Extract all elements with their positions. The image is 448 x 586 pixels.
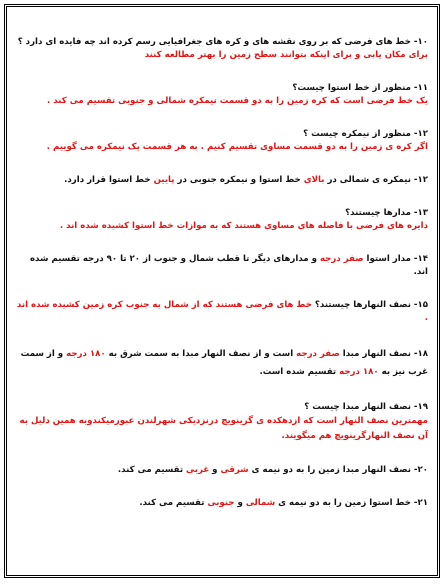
text-segment: ۱۲- نیمکره ی شمالی در	[324, 175, 428, 185]
highlight-segment: خط های فرضی هستند که از شمال به جنوب کره زمین کشیده شده اند .	[16, 300, 428, 323]
answer-text: یک خط فرضی است که کره زمین را به دو قسمت نیمکره شمالی و جنوبی تقسیم می کند .	[47, 96, 428, 106]
highlight-segment: پایین	[153, 175, 175, 185]
highlight-segment: ۱۸۰ درجه	[339, 367, 379, 377]
highlight-segment: شرقی	[220, 465, 249, 475]
text-segment: خط استوا قرار دارد.	[64, 175, 154, 185]
question-text: ۱۹- نصف النهار مبدا چیست ؟	[304, 402, 428, 412]
text-segment: و	[234, 498, 246, 508]
text-segment: است و از نصف النهار مبدا به سمت شرق به	[105, 349, 297, 359]
text-segment: تقسیم می کند.	[139, 498, 208, 508]
question-text: ۱۰- خط های فرضی که بر روی نقشه های و کره های جغرافیایی رسم کرده اند چه فایده ای دارد ؟	[17, 37, 428, 47]
question-text: ۱۳- مدارها چیستند؟	[345, 208, 428, 218]
answer-text: مهمترین نصف النهار است که ازدهکده ی گرینویچ درنزدیکی شهرلندن عبورمیکندوبه همین دلیل به آن نصف النهارگرینویچ هم میگویند.	[19, 416, 428, 441]
question-11	[16, 82, 428, 108]
text-segment: ۱۸- نصف النهار مبدا	[339, 349, 428, 359]
question-19	[16, 401, 428, 444]
answer-text: دایره های فرضی با فاصله های مساوی هستند که به موازات خط استوا کشیده شده اند .	[59, 221, 428, 231]
question-10	[16, 36, 428, 62]
highlight-segment: شمالی	[245, 498, 276, 508]
text-segment: ۲۱- خط استوا زمین را به دو نیمه ی	[275, 498, 428, 508]
highlight-segment: غربی	[186, 465, 210, 475]
worksheet-content	[16, 36, 428, 510]
text-segment: تقسیم می کند.	[117, 465, 187, 475]
answer-text: برای مکان یابی و برای اینکه بتوانند سطح زمین را بهتر مطالعه کنند	[144, 50, 428, 60]
highlight-segment: صفر درجه	[296, 349, 340, 359]
statement-line	[16, 174, 428, 187]
highlight-segment: صفر درجه	[319, 254, 364, 264]
question-13	[16, 207, 428, 233]
statement-hemispheres	[16, 174, 428, 187]
text-segment: ۲۰- نصف النهار مبدا زمین را به دو نیمه ی	[248, 465, 428, 475]
question-text: ۱۱- منظور از خط استوا چیست؟	[292, 83, 428, 93]
text-segment: و	[209, 465, 221, 475]
statement-line	[16, 345, 428, 381]
highlight-segment: جنوبی	[207, 498, 235, 508]
answer-text: اگر کره ی زمین را به دو قسمت مساوی تقسیم کنیم . به هر قسمت یک نیمکره می گوییم .	[46, 142, 428, 152]
statement-line	[16, 299, 428, 325]
question-text: ۱۲- منظور از نیمکره چیست ؟	[303, 129, 428, 139]
statement-20	[16, 464, 428, 477]
highlight-segment: ۱۸۰ درجه	[66, 349, 106, 359]
statement-line	[16, 253, 428, 279]
highlight-segment: بالای	[303, 175, 325, 185]
text-segment: تقسیم شده است.	[259, 367, 340, 377]
statement-line	[16, 464, 428, 477]
text-segment: و از سمت غرب نیز به	[20, 349, 428, 377]
text-segment: ۱۵- نصف النهارها چیستند؟	[311, 300, 428, 310]
text-segment: ۱۴- مدار استوا	[363, 254, 428, 264]
statement-18	[16, 345, 428, 381]
statement-line	[16, 497, 428, 510]
text-segment: خط استوا و نیمکره جنوبی در	[174, 175, 304, 185]
text-segment: و مدارهای دیگر تا قطب شمال و جنوب از ۲۰ تا ۹۰ درجه تقسیم شده اند.	[29, 254, 428, 277]
statement-15	[16, 299, 428, 325]
statement-21	[16, 497, 428, 510]
question-12	[16, 128, 428, 154]
statement-14	[16, 253, 428, 279]
